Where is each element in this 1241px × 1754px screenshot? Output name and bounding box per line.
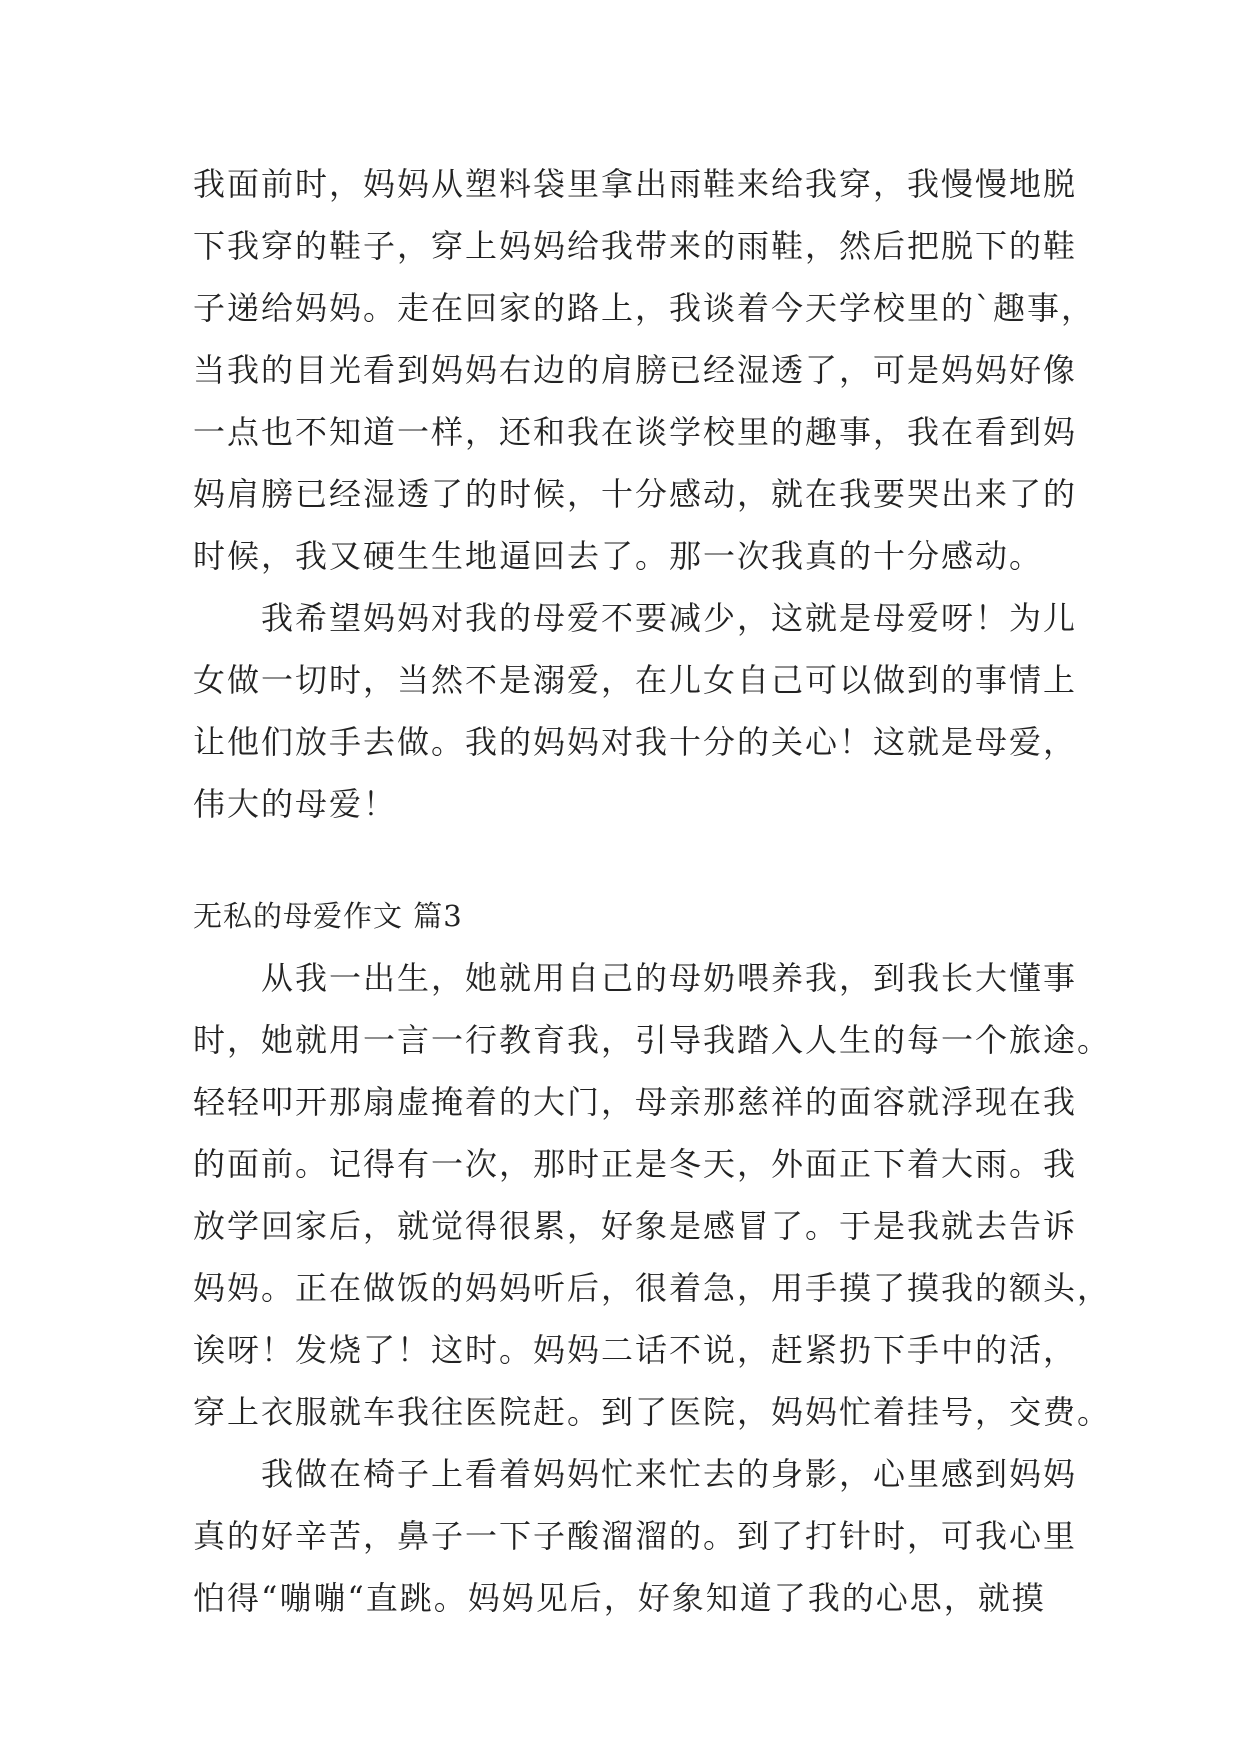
- paragraph-line: 我希望妈妈对我的母爱不要减少，这就是母爱呀！为儿: [193, 599, 1078, 637]
- paragraph-line: 让他们放手去做。我的妈妈对我十分的关心！这就是母爱，: [193, 723, 1078, 761]
- paragraph-line: 妈妈。正在做饭的妈妈听后，很着急，用手摸了摸我的额头，: [193, 1269, 1112, 1307]
- paragraph-line: 时，她就用一言一行教育我，引导我踏入人生的每一个旅途。: [193, 1021, 1112, 1059]
- section-title: 无私的母爱作文 篇3: [193, 899, 463, 933]
- paragraph-line: 女做一切时，当然不是溺爱，在儿女自己可以做到的事情上: [193, 661, 1078, 699]
- paragraph-line: 穿上衣服就车我往医院赶。到了医院，妈妈忙着挂号，交费。: [193, 1393, 1112, 1431]
- paragraph-line: 的面前。记得有一次，那时正是冬天，外面正下着大雨。我: [193, 1145, 1078, 1183]
- paragraph-line: 子递给妈妈。走在回家的路上，我谈着今天学校里的`趣事，: [193, 289, 1096, 327]
- paragraph-line: 从我一出生，她就用自己的母奶喂养我，到我长大懂事: [193, 959, 1078, 997]
- paragraph-line: 下我穿的鞋子，穿上妈妈给我带来的雨鞋，然后把脱下的鞋: [193, 227, 1078, 265]
- paragraph-line: 我面前时，妈妈从塑料袋里拿出雨鞋来给我穿，我慢慢地脱: [193, 165, 1078, 203]
- paragraph-line: 我做在椅子上看着妈妈忙来忙去的身影，心里感到妈妈: [193, 1455, 1078, 1493]
- paragraph-line: 轻轻叩开那扇虚掩着的大门，母亲那慈祥的面容就浮现在我: [193, 1083, 1078, 1121]
- paragraph-line: 妈肩膀已经湿透了的时候，十分感动，就在我要哭出来了的: [193, 475, 1078, 513]
- paragraph-line: 放学回家后，就觉得很累，好象是感冒了。于是我就去告诉: [193, 1207, 1078, 1245]
- paragraph-line: 一点也不知道一样，还和我在谈学校里的趣事，我在看到妈: [193, 413, 1078, 451]
- paragraph-line: 当我的目光看到妈妈右边的肩膀已经湿透了，可是妈妈好像: [193, 351, 1078, 389]
- paragraph-line: 伟大的母爱！: [193, 785, 398, 823]
- paragraph-line: 怕得“嘣嘣“直跳。妈妈见后，好象知道了我的心思，就摸: [193, 1579, 1046, 1617]
- paragraph-line: 真的好辛苦，鼻子一下子酸溜溜的。到了打针时，可我心里: [193, 1517, 1078, 1555]
- paragraph-line: 诶呀！发烧了！这时。妈妈二话不说，赶紧扔下手中的活，: [193, 1331, 1078, 1369]
- paragraph-line: 时候，我又硬生生地逼回去了。那一次我真的十分感动。: [193, 537, 1044, 575]
